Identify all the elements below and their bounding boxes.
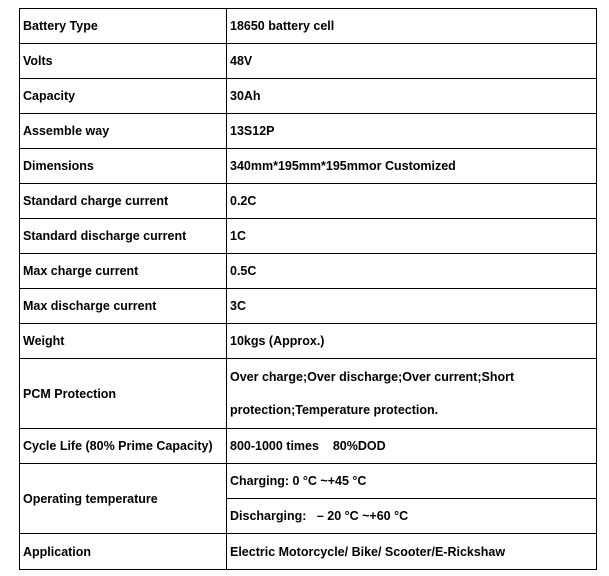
table-row-pcm-protection xyxy=(20,359,597,429)
spec-label: Max discharge current xyxy=(20,289,227,324)
spec-value: 30Ah xyxy=(227,79,597,114)
spec-value: 18650 battery cell xyxy=(227,9,597,44)
table-row-dimensions xyxy=(20,149,597,184)
table-row-operating-temperature-charging xyxy=(20,464,597,499)
spec-value: 0.2C xyxy=(227,184,597,219)
spec-label: Battery Type xyxy=(20,9,227,44)
spec-value: 340mm*195mm*195mmor Customized xyxy=(227,149,597,184)
spec-label: Operating temperature xyxy=(20,464,227,534)
spec-value: 48V xyxy=(227,44,597,79)
spec-value: Electric Motorcycle/ Bike/ Scooter/E-Rickshaw xyxy=(227,534,597,570)
table-row-standard-discharge-current xyxy=(20,219,597,254)
spec-label: Weight xyxy=(20,324,227,359)
spec-label: Standard discharge current xyxy=(20,219,227,254)
table-row-weight xyxy=(20,324,597,359)
table-row-cycle-life xyxy=(20,429,597,464)
spec-label: Capacity xyxy=(20,79,227,114)
table-row-battery-type xyxy=(20,9,597,44)
spec-value: 800-1000 times 80%DOD xyxy=(227,429,597,464)
spec-value-charging: Charging: 0 °C ~+45 °C xyxy=(227,464,597,499)
battery-spec-table xyxy=(19,8,597,570)
spec-label: Application xyxy=(20,534,227,570)
spec-value: 10kgs (Approx.) xyxy=(227,324,597,359)
spec-label: Cycle Life (80% Prime Capacity) xyxy=(20,429,227,464)
spec-label: Dimensions xyxy=(20,149,227,184)
spec-value: 0.5C xyxy=(227,254,597,289)
spec-label: Standard charge current xyxy=(20,184,227,219)
spec-label: Volts xyxy=(20,44,227,79)
spec-value: Over charge;Over discharge;Over current;Short protection;Temperature protection. xyxy=(227,359,597,429)
spec-label: PCM Protection xyxy=(20,359,227,429)
spec-value: 13S12P xyxy=(227,114,597,149)
spec-value-discharging: Discharging: – 20 °C ~+60 °C xyxy=(227,499,597,534)
spec-label: Assemble way xyxy=(20,114,227,149)
table-row-standard-charge-current xyxy=(20,184,597,219)
table-row-capacity xyxy=(20,79,597,114)
table-row-assemble-way xyxy=(20,114,597,149)
spec-value: 3C xyxy=(227,289,597,324)
spec-label: Max charge current xyxy=(20,254,227,289)
spec-value: 1C xyxy=(227,219,597,254)
table-row-max-charge-current xyxy=(20,254,597,289)
table-row-max-discharge-current xyxy=(20,289,597,324)
table-row-application xyxy=(20,534,597,570)
table-row-volts xyxy=(20,44,597,79)
